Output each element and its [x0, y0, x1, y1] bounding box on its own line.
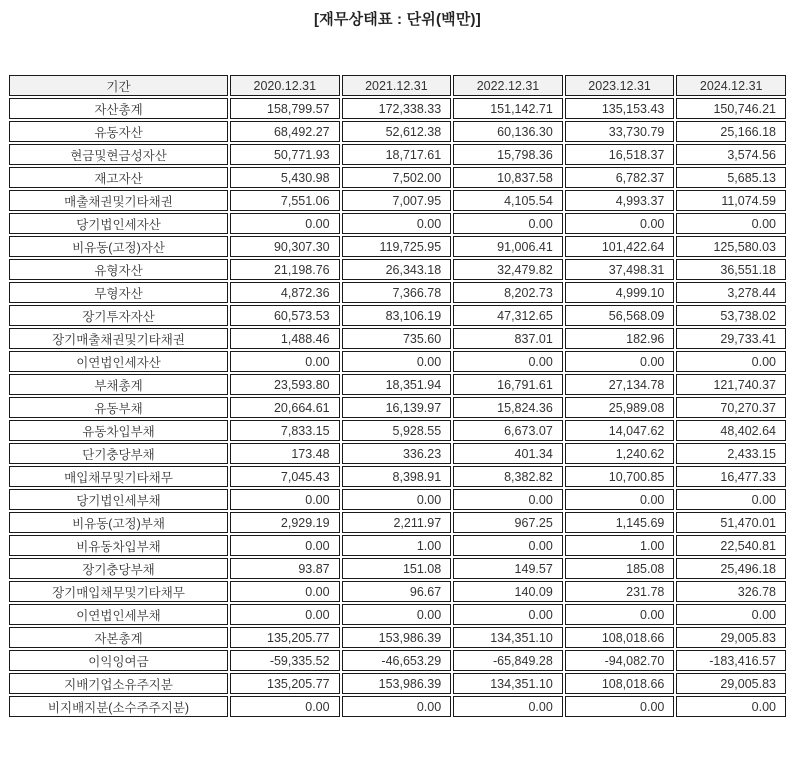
cell-value: 134,351.10: [453, 673, 563, 694]
table-row: [9, 121, 786, 142]
table-row: [9, 673, 786, 694]
row-label: 장기매출채권및기타채권: [9, 328, 228, 349]
cell-value: 96.67: [342, 581, 452, 602]
cell-value: 0.00: [230, 535, 340, 556]
cell-value: 16,139.97: [342, 397, 452, 418]
table-row: [9, 627, 786, 648]
cell-value: 119,725.95: [342, 236, 452, 257]
table-row: [9, 167, 786, 188]
cell-value: 0.00: [453, 535, 563, 556]
cell-value: 140.09: [453, 581, 563, 602]
table-row: [9, 512, 786, 533]
cell-value: 15,824.36: [453, 397, 563, 418]
table-row: [9, 535, 786, 556]
cell-value: 2,433.15: [676, 443, 786, 464]
row-label: 비유동(고정)부채: [9, 512, 228, 533]
row-label: 유동자산: [9, 121, 228, 142]
cell-value: 25,989.08: [565, 397, 675, 418]
cell-value: 56,568.09: [565, 305, 675, 326]
cell-value: 18,351.94: [342, 374, 452, 395]
cell-value: 0.00: [565, 213, 675, 234]
cell-value: 336.23: [342, 443, 452, 464]
table-row: [9, 466, 786, 487]
table-row: [9, 420, 786, 441]
row-label: 장기투자자산: [9, 305, 228, 326]
row-label: 자본총계: [9, 627, 228, 648]
cell-value: 3,574.56: [676, 144, 786, 165]
cell-value: 0.00: [565, 696, 675, 717]
row-label: 비지배지분(소수주주지분): [9, 696, 228, 717]
row-label: 부채총계: [9, 374, 228, 395]
cell-value: 1,488.46: [230, 328, 340, 349]
cell-value: 967.25: [453, 512, 563, 533]
cell-value: 70,270.37: [676, 397, 786, 418]
cell-value: 185.08: [565, 558, 675, 579]
cell-value: 151.08: [342, 558, 452, 579]
table-row: [9, 397, 786, 418]
cell-value: 93.87: [230, 558, 340, 579]
table-row: [9, 236, 786, 257]
cell-value: 135,153.43: [565, 98, 675, 119]
cell-value: 735.60: [342, 328, 452, 349]
cell-value: 14,047.62: [565, 420, 675, 441]
cell-value: 8,202.73: [453, 282, 563, 303]
column-header-date: 2023.12.31: [565, 75, 675, 96]
cell-value: 0.00: [565, 489, 675, 510]
table-body: [9, 98, 786, 717]
cell-value: 231.78: [565, 581, 675, 602]
cell-value: 4,993.37: [565, 190, 675, 211]
table-header: [9, 75, 786, 96]
cell-value: 151,142.71: [453, 98, 563, 119]
column-header-date: 2022.12.31: [453, 75, 563, 96]
cell-value: 16,791.61: [453, 374, 563, 395]
cell-value: 29,005.83: [676, 673, 786, 694]
column-header-period: 기간: [9, 75, 228, 96]
cell-value: 16,477.33: [676, 466, 786, 487]
cell-value: 1,145.69: [565, 512, 675, 533]
cell-value: 837.01: [453, 328, 563, 349]
table-row: [9, 213, 786, 234]
row-label: 유형자산: [9, 259, 228, 280]
cell-value: 172,338.33: [342, 98, 452, 119]
cell-value: 153,986.39: [342, 673, 452, 694]
cell-value: -59,335.52: [230, 650, 340, 671]
cell-value: 18,717.61: [342, 144, 452, 165]
cell-value: 8,398.91: [342, 466, 452, 487]
table-row: [9, 604, 786, 625]
column-header-date: 2024.12.31: [676, 75, 786, 96]
cell-value: 150,746.21: [676, 98, 786, 119]
row-label: 무형자산: [9, 282, 228, 303]
table-row: [9, 328, 786, 349]
cell-value: 22,540.81: [676, 535, 786, 556]
cell-value: 0.00: [230, 604, 340, 625]
cell-value: 7,045.43: [230, 466, 340, 487]
cell-value: 25,166.18: [676, 121, 786, 142]
cell-value: 2,929.19: [230, 512, 340, 533]
table-row: [9, 144, 786, 165]
row-label: 비유동(고정)자산: [9, 236, 228, 257]
row-label: 지배기업소유주지분: [9, 673, 228, 694]
cell-value: 7,833.15: [230, 420, 340, 441]
cell-value: 0.00: [230, 213, 340, 234]
table-row: [9, 696, 786, 717]
cell-value: 0.00: [676, 489, 786, 510]
cell-value: 0.00: [565, 604, 675, 625]
row-label: 장기충당부채: [9, 558, 228, 579]
cell-value: 182.96: [565, 328, 675, 349]
row-label: 유동차입부채: [9, 420, 228, 441]
table-row: [9, 351, 786, 372]
cell-value: 153,986.39: [342, 627, 452, 648]
cell-value: 48,402.64: [676, 420, 786, 441]
cell-value: 53,738.02: [676, 305, 786, 326]
cell-value: 0.00: [230, 581, 340, 602]
row-label: 재고자산: [9, 167, 228, 188]
table-row: [9, 282, 786, 303]
cell-value: 135,205.77: [230, 627, 340, 648]
table-row: [9, 305, 786, 326]
cell-value: 0.00: [342, 696, 452, 717]
cell-value: 27,134.78: [565, 374, 675, 395]
cell-value: 16,518.37: [565, 144, 675, 165]
column-header-date: 2020.12.31: [230, 75, 340, 96]
row-label: 현금및현금성자산: [9, 144, 228, 165]
cell-value: 7,502.00: [342, 167, 452, 188]
row-label: 유동부채: [9, 397, 228, 418]
cell-value: 0.00: [676, 351, 786, 372]
table-row: [9, 558, 786, 579]
cell-value: 32,479.82: [453, 259, 563, 280]
row-label: 이연법인세부채: [9, 604, 228, 625]
cell-value: 134,351.10: [453, 627, 563, 648]
cell-value: 173.48: [230, 443, 340, 464]
cell-value: 5,685.13: [676, 167, 786, 188]
page-title: [재무상태표 : 단위(백만)]: [314, 11, 481, 28]
row-label: 당기법인세자산: [9, 213, 228, 234]
cell-value: 10,837.58: [453, 167, 563, 188]
row-label: 자산총계: [9, 98, 228, 119]
cell-value: 8,382.82: [453, 466, 563, 487]
cell-value: -183,416.57: [676, 650, 786, 671]
table-row: [9, 443, 786, 464]
table-row: [9, 190, 786, 211]
cell-value: 60,136.30: [453, 121, 563, 142]
cell-value: 1.00: [342, 535, 452, 556]
table-row: [9, 489, 786, 510]
cell-value: 0.00: [342, 213, 452, 234]
cell-value: 0.00: [230, 489, 340, 510]
table-row: [9, 650, 786, 671]
cell-value: 1.00: [565, 535, 675, 556]
row-label: 매출채권및기타채권: [9, 190, 228, 211]
cell-value: 29,733.41: [676, 328, 786, 349]
row-label: 당기법인세부채: [9, 489, 228, 510]
cell-value: 47,312.65: [453, 305, 563, 326]
cell-value: 4,999.10: [565, 282, 675, 303]
row-label: 비유동차입부채: [9, 535, 228, 556]
cell-value: 26,343.18: [342, 259, 452, 280]
cell-value: 0.00: [453, 604, 563, 625]
cell-value: 0.00: [453, 696, 563, 717]
cell-value: 0.00: [676, 213, 786, 234]
cell-value: 7,551.06: [230, 190, 340, 211]
cell-value: 51,470.01: [676, 512, 786, 533]
cell-value: 0.00: [676, 604, 786, 625]
cell-value: 0.00: [342, 351, 452, 372]
cell-value: 125,580.03: [676, 236, 786, 257]
cell-value: -46,653.29: [342, 650, 452, 671]
row-label: 이익잉여금: [9, 650, 228, 671]
cell-value: 0.00: [230, 696, 340, 717]
cell-value: -65,849.28: [453, 650, 563, 671]
cell-value: 23,593.80: [230, 374, 340, 395]
cell-value: 121,740.37: [676, 374, 786, 395]
header-row: [9, 75, 786, 96]
table-row: [9, 98, 786, 119]
cell-value: 135,205.77: [230, 673, 340, 694]
table-row: [9, 259, 786, 280]
cell-value: 0.00: [565, 351, 675, 372]
cell-value: 4,105.54: [453, 190, 563, 211]
cell-value: 108,018.66: [565, 673, 675, 694]
cell-value: 60,573.53: [230, 305, 340, 326]
cell-value: 15,798.36: [453, 144, 563, 165]
cell-value: 33,730.79: [565, 121, 675, 142]
column-header-date: 2021.12.31: [342, 75, 452, 96]
cell-value: 108,018.66: [565, 627, 675, 648]
cell-value: 21,198.76: [230, 259, 340, 280]
cell-value: 5,928.55: [342, 420, 452, 441]
cell-value: 11,074.59: [676, 190, 786, 211]
row-label: 매입채무및기타채무: [9, 466, 228, 487]
cell-value: 29,005.83: [676, 627, 786, 648]
cell-value: 0.00: [453, 213, 563, 234]
cell-value: 158,799.57: [230, 98, 340, 119]
cell-value: 91,006.41: [453, 236, 563, 257]
table-row: [9, 374, 786, 395]
cell-value: 7,007.95: [342, 190, 452, 211]
cell-value: 3,278.44: [676, 282, 786, 303]
cell-value: 6,673.07: [453, 420, 563, 441]
cell-value: 83,106.19: [342, 305, 452, 326]
cell-value: 5,430.98: [230, 167, 340, 188]
cell-value: 36,551.18: [676, 259, 786, 280]
cell-value: 0.00: [676, 696, 786, 717]
cell-value: 6,782.37: [565, 167, 675, 188]
cell-value: 52,612.38: [342, 121, 452, 142]
cell-value: 1,240.62: [565, 443, 675, 464]
row-label: 장기매입채무및기타채무: [9, 581, 228, 602]
cell-value: 68,492.27: [230, 121, 340, 142]
cell-value: 0.00: [453, 489, 563, 510]
financial-table: [7, 73, 788, 719]
cell-value: 0.00: [453, 351, 563, 372]
row-label: 이연법인세자산: [9, 351, 228, 372]
cell-value: 401.34: [453, 443, 563, 464]
cell-value: 37,498.31: [565, 259, 675, 280]
cell-value: 0.00: [230, 351, 340, 372]
cell-value: 90,307.30: [230, 236, 340, 257]
cell-value: 7,366.78: [342, 282, 452, 303]
row-label: 단기충당부채: [9, 443, 228, 464]
cell-value: 2,211.97: [342, 512, 452, 533]
cell-value: 4,872.36: [230, 282, 340, 303]
cell-value: -94,082.70: [565, 650, 675, 671]
cell-value: 20,664.61: [230, 397, 340, 418]
cell-value: 101,422.64: [565, 236, 675, 257]
cell-value: 0.00: [342, 604, 452, 625]
cell-value: 149.57: [453, 558, 563, 579]
cell-value: 50,771.93: [230, 144, 340, 165]
cell-value: 0.00: [342, 489, 452, 510]
cell-value: 10,700.85: [565, 466, 675, 487]
cell-value: 25,496.18: [676, 558, 786, 579]
table-row: [9, 581, 786, 602]
cell-value: 326.78: [676, 581, 786, 602]
